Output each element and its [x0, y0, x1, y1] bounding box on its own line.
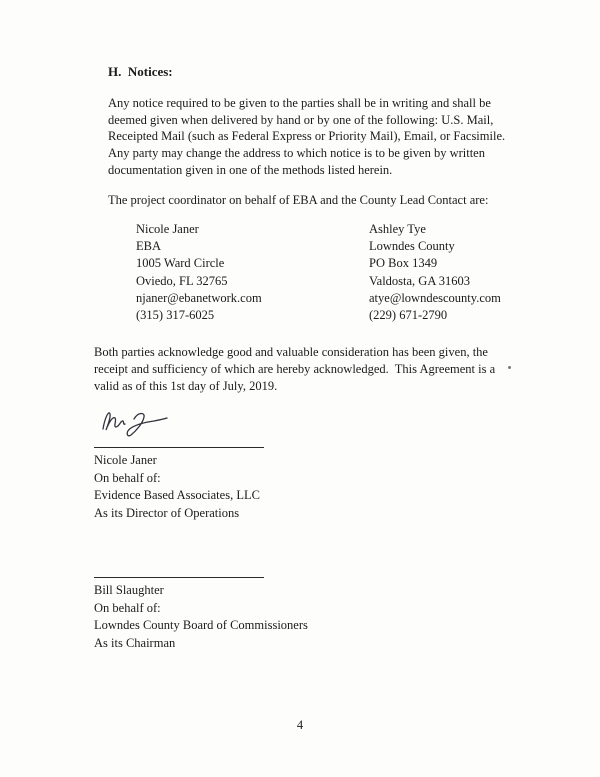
notices-paragraph: Any notice required to be given to the parties shall be in writing and shall be deemed given when delivered by hand or by one of the following: U.S. Mail, Receipted Mail (such as Federal Express or Priority Mail), Email, or Facsimile. Any party may change the address to which notice is to be given by written documentation given in one of the methods listed herein.	[108, 96, 508, 177]
signatory-details	[94, 452, 512, 522]
page-number: 4	[296, 718, 304, 732]
notices-heading: H. Notices:	[108, 64, 173, 79]
signatory-org: Lowndes County Board of Commissioners	[94, 618, 308, 633]
signature-block-eba	[94, 404, 512, 522]
contact-county-org: Lowndes County	[369, 239, 455, 253]
acknowledgement-paragraph: Both parties acknowledge good and valuable consideration has been given, the receipt and sufficiency of which are hereby acknowledged. This Agreement is a valid as of this 1st day of July, 2019.	[94, 345, 499, 393]
contact-eba-name: Nicole Janer	[136, 221, 199, 236]
signatory-org: Evidence Based Associates, LLC	[94, 488, 260, 503]
contact-county-phone: (229) 671-2790	[369, 308, 448, 322]
handwritten-signature-image	[98, 404, 176, 440]
signatory-title: As its Chairman	[94, 635, 176, 650]
contact-eba	[136, 221, 369, 325]
signatory-details	[94, 582, 512, 652]
contact-county-address2: Valdosta, GA 31603	[369, 273, 471, 288]
signature-block-county	[94, 570, 512, 652]
contact-columns	[136, 221, 512, 325]
contact-eba-org: EBA	[136, 239, 161, 253]
signatory-title: As its Director of Operations	[94, 505, 240, 520]
signatory-on-behalf: On behalf of:	[94, 600, 161, 615]
coordinator-line: The project coordinator on behalf of EBA and the County Lead Contact are:	[108, 193, 489, 208]
signatory-name: Bill Slaughter	[94, 583, 164, 598]
contact-eba-phone: (315) 317-6025	[136, 308, 215, 322]
signatory-on-behalf: On behalf of:	[94, 470, 161, 485]
signature-line	[94, 570, 264, 578]
signatory-name: Nicole Janer	[94, 453, 157, 468]
contact-county-name: Ashley Tye	[369, 221, 426, 236]
contact-eba-address1: 1005 Ward Circle	[136, 256, 225, 271]
contact-eba-address2: Oviedo, FL 32765	[136, 273, 228, 288]
signature-line	[94, 440, 264, 448]
contact-county	[369, 221, 501, 325]
scan-artifact-dot	[508, 366, 511, 369]
spacer	[94, 522, 512, 570]
contact-eba-email: njaner@ebanetwork.com	[136, 290, 262, 305]
contact-county-address1: PO Box 1349	[369, 256, 438, 271]
contact-county-email: atye@lowndescounty.com	[369, 290, 501, 305]
